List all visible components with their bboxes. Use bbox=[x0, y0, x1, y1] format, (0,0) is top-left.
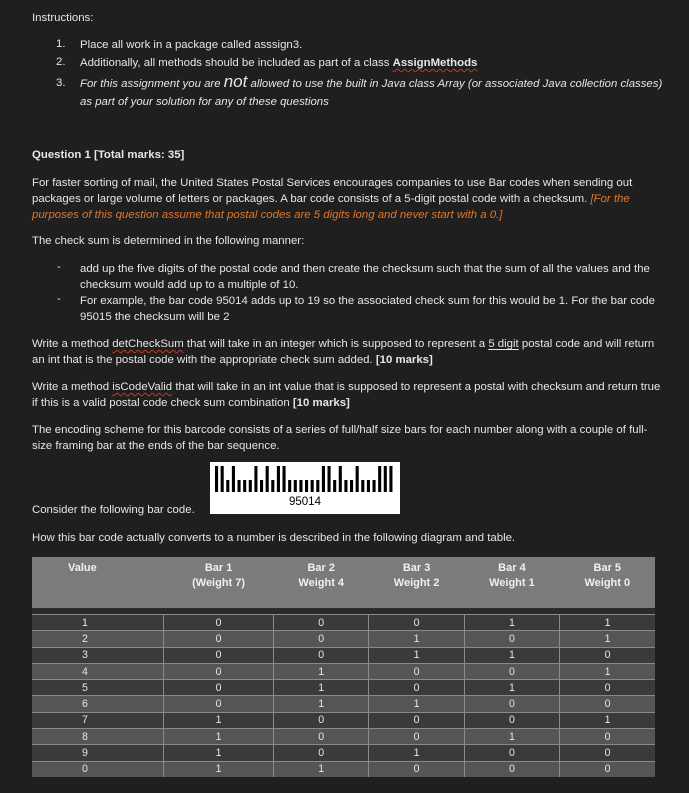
bar-cell: 0 bbox=[369, 729, 464, 745]
barcode-full-bar bbox=[378, 466, 381, 492]
barcode-half-bar bbox=[249, 480, 252, 492]
header-text: Bar 5 bbox=[593, 562, 622, 574]
table-row bbox=[32, 680, 655, 696]
barcode-full-bar bbox=[339, 466, 342, 492]
barcode-half-bar bbox=[344, 480, 347, 492]
bar-cell: 0 bbox=[369, 663, 464, 679]
barcode-half-bar bbox=[260, 480, 263, 492]
bar-cell: 0 bbox=[560, 729, 655, 745]
value-cell: 4 bbox=[32, 663, 164, 679]
bar-cell: 0 bbox=[164, 680, 274, 696]
table-header-row bbox=[32, 557, 655, 608]
header-text: Bar 3 bbox=[402, 562, 431, 574]
instruction-text: allowed to use the built in Java class Array (or associated Java collection classes) as part of your solution for any of these questions bbox=[80, 78, 663, 108]
instruction-item-3 bbox=[80, 73, 670, 111]
instructions-heading: Instructions: bbox=[32, 12, 94, 24]
header-bar1 bbox=[164, 557, 274, 608]
table-body bbox=[32, 608, 655, 777]
task-text: Write a method bbox=[32, 338, 113, 350]
bar-cell: 0 bbox=[464, 663, 559, 679]
bar-cell: 1 bbox=[369, 696, 464, 712]
barcode-half-bar bbox=[367, 480, 370, 492]
bar-cell: 1 bbox=[164, 761, 274, 777]
list-number: 3. bbox=[56, 77, 66, 89]
bar-cell: 1 bbox=[464, 647, 559, 663]
bar-cell: 0 bbox=[164, 696, 274, 712]
header-value bbox=[32, 557, 164, 608]
bar-cell: 0 bbox=[464, 696, 559, 712]
instruction-item-1: Place all work in a package called asssign3. bbox=[80, 39, 303, 51]
bar-cell: 0 bbox=[274, 615, 369, 631]
value-cell: 3 bbox=[32, 647, 164, 663]
bar-cell: 0 bbox=[560, 761, 655, 777]
bar-cell: 0 bbox=[464, 745, 559, 761]
barcode-half-bar bbox=[294, 480, 297, 492]
header-bar3 bbox=[369, 557, 464, 608]
header-text: Bar 4 bbox=[498, 562, 526, 574]
barcode-half-bar bbox=[243, 480, 246, 492]
task-iscodevalid bbox=[32, 379, 662, 411]
bar-cell: 1 bbox=[274, 680, 369, 696]
header-subtext: Weight 0 bbox=[584, 577, 631, 589]
question-note: [For the purposes of this question assume that postal codes are 5 digits long and never start with a 0.] bbox=[32, 193, 630, 221]
barcode-half-bar bbox=[299, 480, 302, 492]
barcode-full-bar bbox=[254, 466, 257, 492]
table-row bbox=[32, 729, 655, 745]
table-row bbox=[32, 696, 655, 712]
bar-cell: 1 bbox=[274, 663, 369, 679]
bar-cell: 1 bbox=[560, 615, 655, 631]
checksum-heading: The check sum is determined in the following manner: bbox=[32, 235, 305, 247]
barcode-full-bar bbox=[215, 466, 218, 492]
barcode-full-bar bbox=[266, 466, 269, 492]
bar-cell: 0 bbox=[164, 663, 274, 679]
header-text: Bar 1 bbox=[204, 562, 233, 574]
bar-cell: 0 bbox=[274, 631, 369, 647]
header-text: Bar 2 bbox=[307, 562, 336, 574]
barcode-full-bar bbox=[384, 466, 387, 492]
barcode-bars bbox=[210, 462, 400, 496]
value-cell: 2 bbox=[32, 631, 164, 647]
bullet-item-1: add up the five digits of the postal code and then create the checksum such that the sum of all the values and the checksum would add up to a multiple of 10. bbox=[80, 263, 650, 291]
bar-cell: 1 bbox=[560, 712, 655, 728]
value-cell: 5 bbox=[32, 680, 164, 696]
intro-text: For faster sorting of mail, the United States Postal Services encourages companies to use Bar codes when sending out packages or large volume of letters or packages. A bar code consists of a 5-digit postal code with a checksum. bbox=[32, 177, 633, 205]
value-cell: 7 bbox=[32, 712, 164, 728]
bar-cell: 1 bbox=[464, 729, 559, 745]
barcode-full-bar bbox=[328, 466, 331, 492]
barcode-half-bar bbox=[316, 480, 319, 492]
bar-cell: 0 bbox=[464, 631, 559, 647]
bar-cell: 0 bbox=[464, 712, 559, 728]
barcode-half-bar bbox=[288, 480, 291, 492]
bar-cell: 0 bbox=[560, 696, 655, 712]
method-name: detCheckSum bbox=[112, 338, 184, 350]
bar-cell: 1 bbox=[560, 631, 655, 647]
header-bar2 bbox=[274, 557, 369, 608]
value-cell: 6 bbox=[32, 696, 164, 712]
task-text: Write a method bbox=[32, 381, 113, 393]
bar-cell: 0 bbox=[464, 761, 559, 777]
table-row bbox=[32, 647, 655, 663]
table-row bbox=[32, 615, 655, 631]
barcode-full-bar bbox=[389, 466, 392, 492]
barcode-full-bar bbox=[283, 466, 286, 492]
barcode-number: 95014 bbox=[289, 496, 321, 508]
bar-cell: 1 bbox=[274, 761, 369, 777]
bar-cell: 0 bbox=[274, 712, 369, 728]
underlined-text: 5 digit bbox=[488, 338, 519, 350]
header-text: Value bbox=[68, 562, 97, 574]
class-name: AssignMethods bbox=[392, 57, 478, 69]
bar-cell: 1 bbox=[274, 696, 369, 712]
barcode-full-bar bbox=[277, 466, 280, 492]
barcode-half-bar bbox=[305, 480, 308, 492]
barcode-full-bar bbox=[322, 466, 325, 492]
value-cell: 1 bbox=[32, 615, 164, 631]
question-intro bbox=[32, 175, 662, 223]
bar-cell: 1 bbox=[164, 712, 274, 728]
barcode-full-bar bbox=[221, 466, 224, 492]
task-text: that will take in an int value that is supposed to represent a postal with checksum and return true if this is a valid postal code check sum combination bbox=[32, 381, 661, 409]
header-subtext: Weight 1 bbox=[489, 577, 535, 589]
barcode-half-bar bbox=[333, 480, 336, 492]
barcode-full-bar bbox=[232, 466, 235, 492]
value-cell: 9 bbox=[32, 745, 164, 761]
consider-text: Consider the following bar code. bbox=[32, 504, 195, 516]
bar-cell: 0 bbox=[274, 729, 369, 745]
header-bar4 bbox=[464, 557, 559, 608]
marks: [10 marks] bbox=[292, 397, 350, 409]
table-row bbox=[32, 663, 655, 679]
table-row bbox=[32, 631, 655, 647]
bar-cell: 1 bbox=[560, 663, 655, 679]
bar-cell: 0 bbox=[369, 680, 464, 696]
table-row bbox=[32, 761, 655, 777]
barcode-full-bar bbox=[356, 466, 359, 492]
list-number: 2. bbox=[56, 56, 66, 68]
bar-cell: 0 bbox=[560, 680, 655, 696]
task-detchecksum bbox=[32, 336, 662, 368]
table-row bbox=[32, 745, 655, 761]
barcode-half-bar bbox=[311, 480, 314, 492]
value-cell: 0 bbox=[32, 761, 164, 777]
list-number: 1. bbox=[56, 38, 66, 50]
bar-cell: 0 bbox=[560, 745, 655, 761]
bar-cell: 1 bbox=[369, 631, 464, 647]
bar-cell: 1 bbox=[369, 647, 464, 663]
bar-cell: 0 bbox=[164, 647, 274, 663]
header-subtext: Weight 2 bbox=[393, 577, 440, 589]
bar-cell: 0 bbox=[274, 745, 369, 761]
bar-cell: 0 bbox=[164, 631, 274, 647]
encoding-table bbox=[32, 557, 655, 777]
bar-cell: 0 bbox=[164, 615, 274, 631]
instruction-item-2 bbox=[80, 55, 670, 71]
bullet-dash: - bbox=[57, 261, 61, 273]
emphasis-not: not bbox=[223, 72, 248, 91]
barcode-half-bar bbox=[361, 480, 364, 492]
bar-cell: 1 bbox=[369, 745, 464, 761]
header-bar5 bbox=[560, 557, 655, 608]
task-text: postal code and will return an int that is the postal code with the appropriate check sum added. bbox=[32, 338, 655, 366]
bar-cell: 0 bbox=[369, 712, 464, 728]
bar-cell: 0 bbox=[560, 647, 655, 663]
bar-cell: 0 bbox=[274, 647, 369, 663]
marks: [10 marks] bbox=[375, 354, 433, 366]
task-text: that will take in an integer which is supposed to represent a bbox=[183, 338, 489, 350]
bar-cell: 1 bbox=[464, 680, 559, 696]
instruction-text: For this assignment you are bbox=[80, 78, 224, 90]
value-cell: 8 bbox=[32, 729, 164, 745]
bar-cell: 1 bbox=[164, 745, 274, 761]
bar-cell: 0 bbox=[369, 615, 464, 631]
table-row bbox=[32, 712, 655, 728]
encoding-description: The encoding scheme for this barcode consists of a series of full/half size bars for each number along with a couple of full-size framing bar at the ends of the bar sequence. bbox=[32, 424, 648, 452]
header-subtext: Weight 4 bbox=[298, 577, 345, 589]
barcode-half-bar bbox=[226, 480, 229, 492]
barcode-half-bar bbox=[238, 480, 241, 492]
barcode-half-bar bbox=[373, 480, 376, 492]
instruction-text: Additionally, all methods should be included as part of a class bbox=[80, 57, 393, 69]
method-name: isCodeValid bbox=[112, 381, 173, 393]
bar-cell: 1 bbox=[464, 615, 559, 631]
bullet-item-2: For example, the bar code 95014 adds up to 19 so the associated check sum for this would be 1. For the bar code 95015 the checksum will be 2 bbox=[80, 295, 655, 323]
question-heading: Question 1 [Total marks: 35] bbox=[32, 149, 185, 161]
barcode-half-bar bbox=[271, 480, 274, 492]
bullet-dash: - bbox=[57, 293, 61, 305]
bar-cell: 1 bbox=[164, 729, 274, 745]
header-subtext: (Weight 7) bbox=[192, 577, 246, 589]
bar-cell: 0 bbox=[369, 761, 464, 777]
how-text: How this bar code actually converts to a number is described in the following diagram and table. bbox=[32, 532, 516, 544]
barcode-half-bar bbox=[350, 480, 353, 492]
